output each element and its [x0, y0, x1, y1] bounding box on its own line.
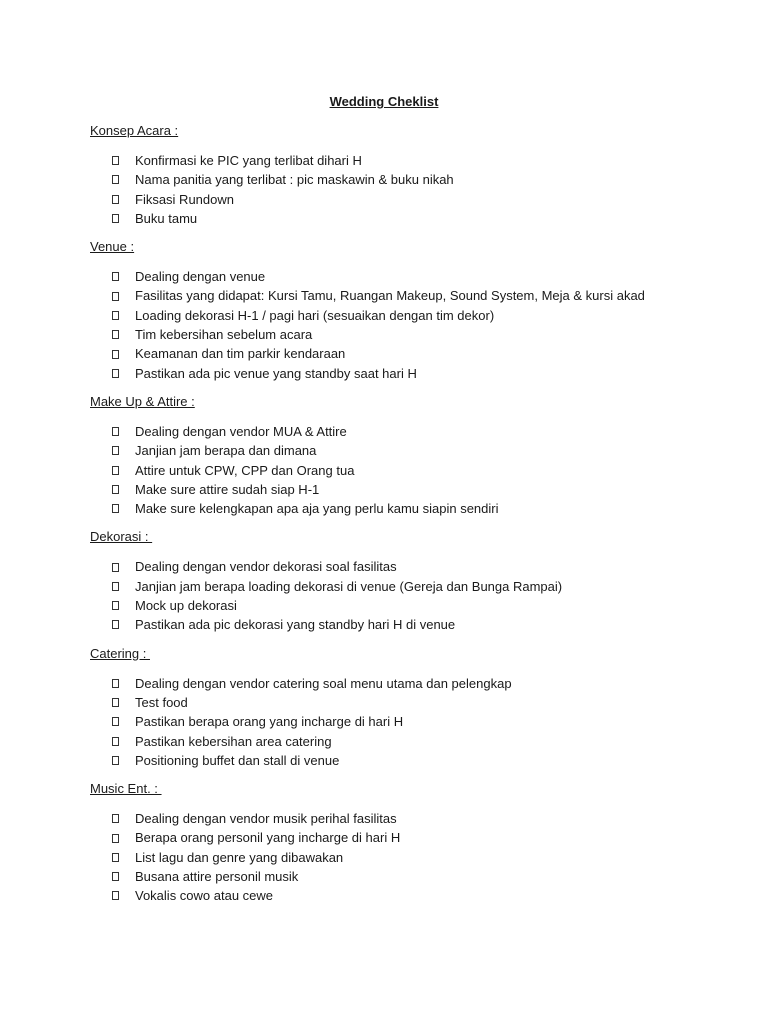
- checklist-items: [90, 674, 730, 770]
- checklist-item-label: Keamanan dan tim parkir kendaraan: [135, 346, 346, 362]
- checkbox-icon: [112, 717, 119, 726]
- checklist-item: [90, 499, 730, 518]
- checkbox-icon: [112, 330, 119, 339]
- checkbox-icon: [112, 601, 119, 610]
- checklist-item-label: List lagu dan genre yang dibawakan: [135, 849, 344, 865]
- checklist-item: [90, 693, 730, 712]
- checklist-item-label: Make sure attire sudah siap H-1: [135, 481, 320, 497]
- checklist-item-label: Dealing dengan vendor dekorasi soal fasilitas: [135, 559, 397, 575]
- checklist-item-label: Tim kebersihan sebelum acara: [135, 327, 313, 343]
- checklist-item-label: Konfirmasi ke PIC yang terlibat dihari H: [135, 153, 362, 168]
- checkbox-icon: [112, 853, 119, 862]
- checklist-item: [90, 190, 730, 209]
- checklist-item: [90, 267, 730, 286]
- checklist-item: [90, 480, 730, 499]
- checkbox-icon: [112, 834, 119, 843]
- page-title: Wedding Cheklist: [329, 94, 439, 109]
- checklist-item: [90, 886, 730, 905]
- checklist-item: [90, 615, 730, 634]
- checkbox-icon: [112, 195, 119, 204]
- checklist-item: [90, 461, 730, 480]
- checklist-item-label: Nama panitia yang terlibat : pic maskawin & buku nikah: [135, 172, 454, 188]
- checklist-item-label: Berapa orang personil yang incharge di hari H: [135, 830, 401, 846]
- checklist-item-label: Pastikan kebersihan area catering: [135, 733, 332, 749]
- checklist-item: [90, 809, 730, 828]
- checklist-item: [90, 286, 730, 305]
- checkbox-icon: [112, 427, 119, 436]
- checkbox-icon: [112, 891, 119, 900]
- checklist-item: [90, 828, 730, 847]
- checkbox-icon: [112, 311, 119, 320]
- checklist-item-label: Dealing dengan vendor musik perihal fasilitas: [135, 811, 397, 827]
- checklist-items: [90, 557, 730, 634]
- checkbox-icon: [112, 485, 119, 494]
- checklist-item-label: Fasilitas yang didapat: Kursi Tamu, Ruangan Makeup, Sound System, Meja & kursi akad: [135, 288, 645, 304]
- checklist-item: [90, 732, 730, 751]
- checklist-item: [90, 170, 730, 189]
- checklist-section: [90, 645, 730, 770]
- checklist-item: [90, 151, 730, 170]
- checkbox-icon: [112, 756, 119, 765]
- checkbox-icon: [112, 369, 119, 378]
- checkbox-icon: [112, 563, 119, 572]
- checkbox-icon: [112, 156, 119, 165]
- checklist-item: [90, 364, 730, 383]
- checkbox-icon: [112, 872, 119, 881]
- checkbox-icon: [112, 350, 119, 359]
- checklist-item: [90, 848, 730, 867]
- checklist-item-label: Test food: [135, 694, 188, 710]
- checklist-item-label: Pastikan berapa orang yang incharge di hari H: [135, 714, 404, 730]
- checkbox-icon: [112, 582, 119, 591]
- checklist-item: [90, 325, 730, 344]
- checklist-item-label: Make sure kelengkapan apa aja yang perlu kamu siapin sendiri: [135, 501, 499, 517]
- checklist-item: [90, 674, 730, 693]
- checklist-item: [90, 867, 730, 886]
- checklist-item-label: Positioning buffet dan stall di venue: [135, 752, 340, 768]
- checklist-item: [90, 712, 730, 731]
- checklist-item-label: Mock up dekorasi: [135, 598, 237, 614]
- checklist-item: [90, 422, 730, 441]
- checklist-section: [90, 122, 730, 228]
- checklist-item-label: Pastikan ada pic venue yang standby saat hari H: [135, 365, 417, 381]
- checklist-item: [90, 577, 730, 596]
- section-heading: Music Ent. :: [90, 781, 162, 797]
- checklist-section: [90, 238, 730, 383]
- section-heading: Venue :: [90, 239, 135, 255]
- checklist-item: [90, 751, 730, 770]
- checklist-item-label: Busana attire personil musik: [135, 869, 299, 885]
- checkbox-icon: [112, 814, 119, 823]
- checklist-item-label: Dealing dengan venue: [135, 269, 266, 285]
- checklist-items: [90, 809, 730, 905]
- checklist-item-label: Loading dekorasi H-1 / pagi hari (sesuaikan dengan tim dekor): [135, 307, 495, 323]
- checkbox-icon: [112, 214, 119, 223]
- checkbox-icon: [112, 698, 119, 707]
- checkbox-icon: [112, 175, 119, 184]
- checklist-item-label: Fiksasi Rundown: [135, 191, 234, 207]
- checklist-item-label: Buku tamu: [135, 210, 198, 226]
- checklist-item-label: Pastikan ada pic dekorasi yang standby hari H di venue: [135, 617, 456, 633]
- checkbox-icon: [112, 679, 119, 688]
- checklist-item: [90, 344, 730, 363]
- checkbox-icon: [112, 504, 119, 513]
- checklist-item: [90, 596, 730, 615]
- checkbox-icon: [112, 446, 119, 455]
- checklist-item: [90, 557, 730, 576]
- section-heading: Make Up & Attire :: [90, 393, 195, 409]
- checklist-items: [90, 422, 730, 518]
- section-heading: Catering :: [90, 645, 150, 661]
- checklist-item-label: Dealing dengan vendor catering soal menu utama dan pelengkap: [135, 675, 512, 691]
- checklist-item-label: Attire untuk CPW, CPP dan Orang tua: [135, 462, 355, 478]
- checklist-item-label: Dealing dengan vendor MUA & Attire: [135, 423, 347, 439]
- checklist-item-label: Janjian jam berapa loading dekorasi di venue (Gereja dan Bunga Rampai): [135, 578, 563, 594]
- checklist-section: [90, 528, 730, 634]
- section-heading: Konsep Acara :: [90, 123, 179, 138]
- checklist-items: [90, 151, 730, 228]
- checkbox-icon: [112, 292, 119, 301]
- checklist-item-label: Vokalis cowo atau cewe: [135, 888, 274, 904]
- checklist-item: [90, 306, 730, 325]
- checkbox-icon: [112, 272, 119, 281]
- checklist-sections: [90, 122, 730, 916]
- checkbox-icon: [112, 737, 119, 746]
- checklist-items: [90, 267, 730, 383]
- checklist-item-label: Janjian jam berapa dan dimana: [135, 443, 317, 459]
- checkbox-icon: [112, 466, 119, 475]
- checklist-item: [90, 441, 730, 460]
- checklist-section: [90, 780, 730, 905]
- checklist-item: [90, 209, 730, 228]
- checkbox-icon: [112, 620, 119, 629]
- section-heading: Dekorasi :: [90, 529, 153, 545]
- checklist-section: [90, 393, 730, 518]
